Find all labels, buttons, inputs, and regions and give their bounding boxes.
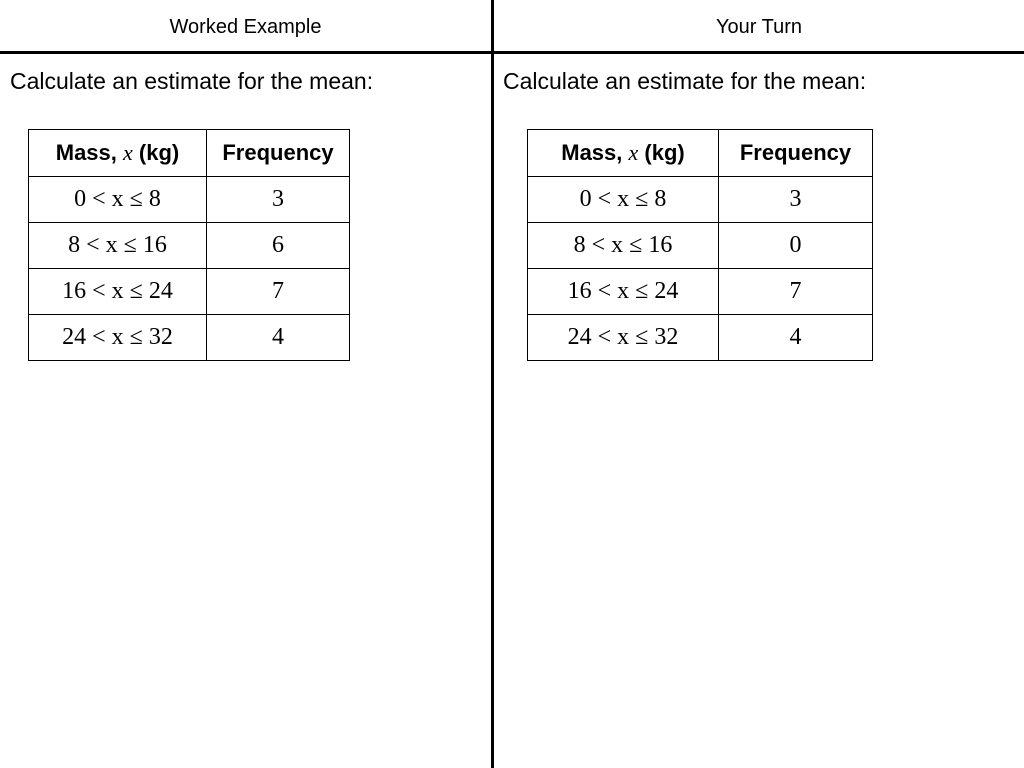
frequency-cell: 0 [719,223,873,269]
interval-cell: 24 < x ≤ 32 [29,315,207,361]
mass-unit: (kg) [138,140,180,165]
interval-cell: 8 < x ≤ 16 [528,223,719,269]
column-divider [491,0,494,768]
frequency-cell: 7 [719,269,873,315]
mass-variable: x [628,140,639,165]
your-turn-table [527,129,873,361]
table-row [528,223,873,269]
table-header-row [528,130,873,177]
table-header-row [29,130,350,177]
frequency-cell: 6 [207,223,350,269]
mass-unit: (kg) [644,140,685,165]
mass-variable: x [123,140,133,165]
mass-label: Mass, [55,140,117,165]
interval-cell: 0 < x ≤ 8 [29,177,207,223]
worked-example-prompt: Calculate an estimate for the mean: [10,68,374,94]
frequency-cell: 4 [719,315,873,361]
interval-cell: 24 < x ≤ 32 [528,315,719,361]
frequency-cell: 7 [207,269,350,315]
interval-cell: 0 < x ≤ 8 [528,177,719,223]
table-row [29,315,350,361]
frequency-cell: 3 [207,177,350,223]
worked-example-table [28,129,350,361]
table-row [29,177,350,223]
table-row [528,269,873,315]
frequency-column-header: Frequency [207,130,350,177]
frequency-cell: 3 [719,177,873,223]
mass-label: Mass, [561,140,623,165]
table-row [29,223,350,269]
frequency-column-header: Frequency [719,130,873,177]
table-row [528,177,873,223]
mass-column-header [528,130,719,177]
your-turn-prompt: Calculate an estimate for the mean: [503,68,867,94]
interval-cell: 16 < x ≤ 24 [528,269,719,315]
table-row [29,269,350,315]
worked-example-heading: Worked Example [169,16,322,38]
header-divider [0,51,1024,54]
mass-column-header [29,130,207,177]
frequency-cell: 4 [207,315,350,361]
table-row [528,315,873,361]
interval-cell: 16 < x ≤ 24 [29,269,207,315]
your-turn-heading: Your Turn [716,16,802,38]
interval-cell: 8 < x ≤ 16 [29,223,207,269]
